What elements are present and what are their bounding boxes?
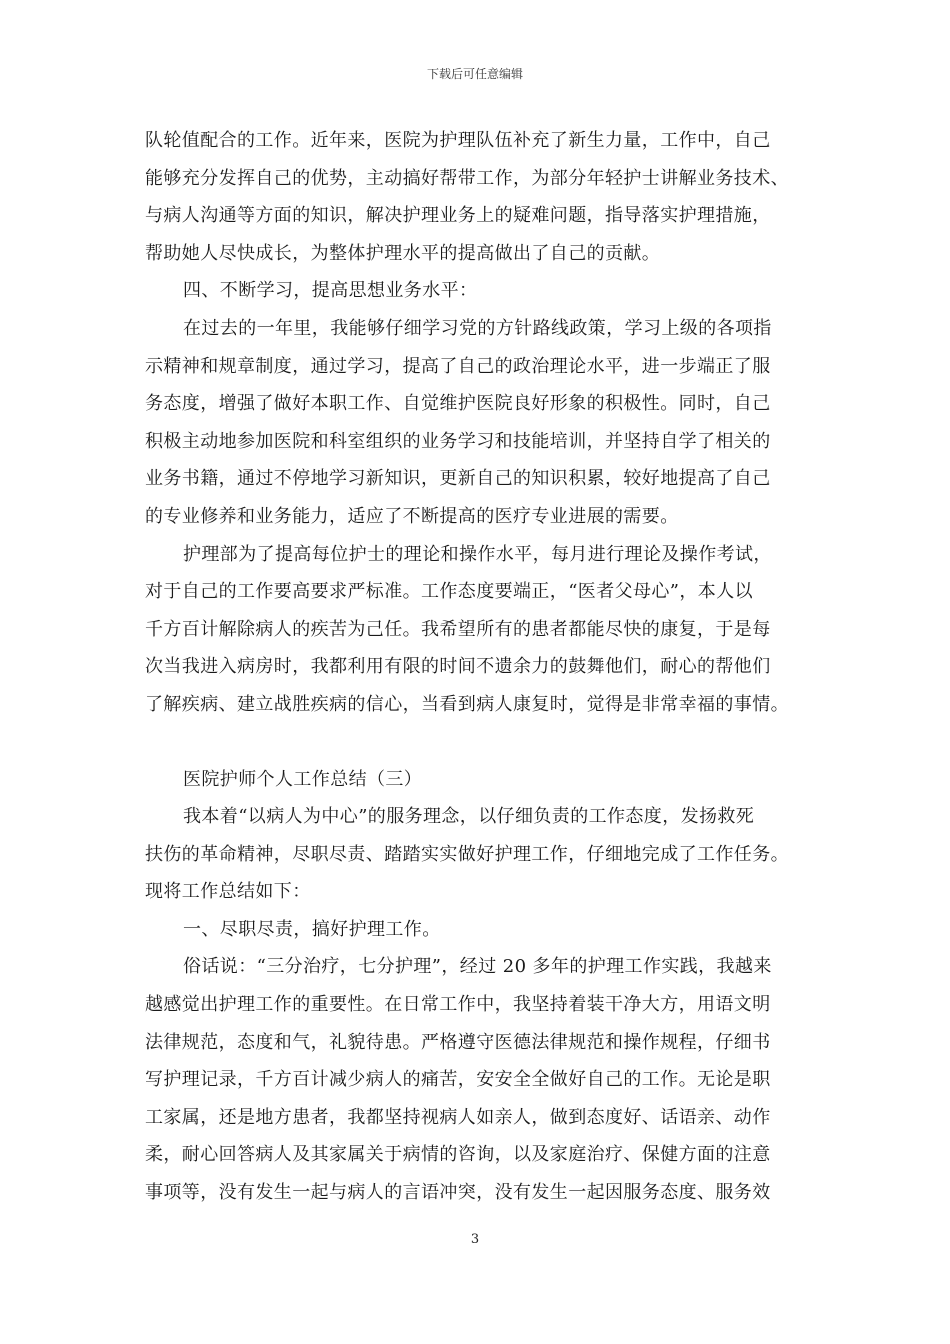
- text-line: 次当我进入病房时，我都利用有限的时间不遗余力的鼓舞他们，耐心的帮他们: [145, 656, 771, 678]
- section-heading-one: [145, 911, 823, 949]
- blank-line-spacer: [145, 724, 823, 761]
- text-line: 事项等，没有发生一起与病人的言语冲突，没有发生一起因服务态度、服务效: [145, 1182, 771, 1204]
- text-line: 现将工作总结如下：: [145, 881, 311, 903]
- text-line: 法律规范，态度和气，礼貌待患。严格遵守医德法律规范和操作规程，仔细书: [145, 1031, 771, 1053]
- paragraph-team-support: [145, 122, 823, 272]
- paragraph-nursing-dept: [145, 536, 823, 724]
- text-line: 与病人沟通等方面的知识，解决护理业务上的疑难问题，指导落实护理措施，: [145, 205, 771, 227]
- page-header: 下载后可任意编辑: [426, 67, 523, 81]
- text-line: 我本着“以病人为中心”的服务理念，以仔细负责的工作态度，发扬救死: [183, 806, 755, 828]
- text-line: 扶伤的革命精神，尽职尽责、踏踏实实做好护理工作，仔细地完成了工作任务。: [145, 843, 789, 865]
- text-line: 的专业修养和业务能力，适应了不断提高的医疗专业进展的需要。: [145, 505, 679, 527]
- text-line: 示精神和规章制度，通过学习，提高了自己的政治理论水平，进一步端正了服: [145, 355, 771, 377]
- heading-text: 四、不断学习，提高思想业务水平：: [183, 280, 478, 302]
- text-line: 在过去的一年里，我能够仔细学习党的方针路线政策，学习上级的各项指: [183, 317, 772, 339]
- text-line: 务态度，增强了做好本职工作、自觉维护医院良好形象的积极性。同时，自己: [145, 393, 771, 415]
- section-heading-four: [145, 272, 823, 310]
- section-title-text: 医院护师个人工作总结（三）: [183, 768, 423, 790]
- text-line: 越感觉出护理工作的重要性。在日常工作中，我坚持着装干净大方，用语文明: [145, 994, 771, 1016]
- text-line: 柔，耐心回答病人及其家属关于病情的咨询，以及家庭治疗、保健方面的注意: [145, 1144, 771, 1166]
- text-line: 业务书籍，通过不停地学习新知识，更新自己的知识积累，较好地提高了自己: [145, 468, 771, 490]
- text-line: 队轮值配合的工作。近年来，医院为护理队伍补充了新生力量，工作中，自己: [145, 130, 771, 151]
- heading-text: 一、尽职尽责，搞好护理工作。: [183, 918, 441, 940]
- text-line: 了解疾病、建立战胜疾病的信心，当看到病人康复时，觉得是非常幸福的事情。: [145, 693, 789, 715]
- text-line: 工家属，还是地方患者，我都坚持视病人如亲人，做到态度好、话语亲、动作: [145, 1106, 771, 1128]
- text-line: 对于自己的工作要高要求严标准。工作态度要端正，“医者父母心”，本人以: [145, 581, 754, 603]
- paragraph-intro: [145, 798, 823, 911]
- document-section-title: [145, 761, 823, 799]
- page-number: 3: [470, 1232, 480, 1247]
- text-line: 千方百计解除病人的疾苦为己任。我希望所有的患者都能尽快的康复，于是每: [145, 618, 771, 640]
- paragraph-study: [145, 310, 823, 536]
- text-line: 能够充分发挥自己的优势，主动搞好帮带工作，为部分年轻护士讲解业务技术、: [145, 167, 789, 189]
- text-line: 俗话说：“三分治疗，七分护理”，经过 20 多年的护理工作实践，我越来: [183, 956, 772, 978]
- paragraph-nursing-practice: [145, 948, 823, 1211]
- text-line: 护理部为了提高每位护士的理论和操作水平，每月进行理论及操作考试，: [183, 543, 772, 565]
- text-line: 写护理记录，千方百计减少病人的痛苦，安安全全做好自己的工作。无论是职: [145, 1069, 771, 1091]
- document-body: [145, 122, 823, 1212]
- text-line: 帮助她人尽快成长，为整体护理水平的提高做出了自己的贡献。: [145, 242, 661, 264]
- text-line: 积极主动地参加医院和科室组织的业务学习和技能培训，并坚持自学了相关的: [145, 430, 771, 452]
